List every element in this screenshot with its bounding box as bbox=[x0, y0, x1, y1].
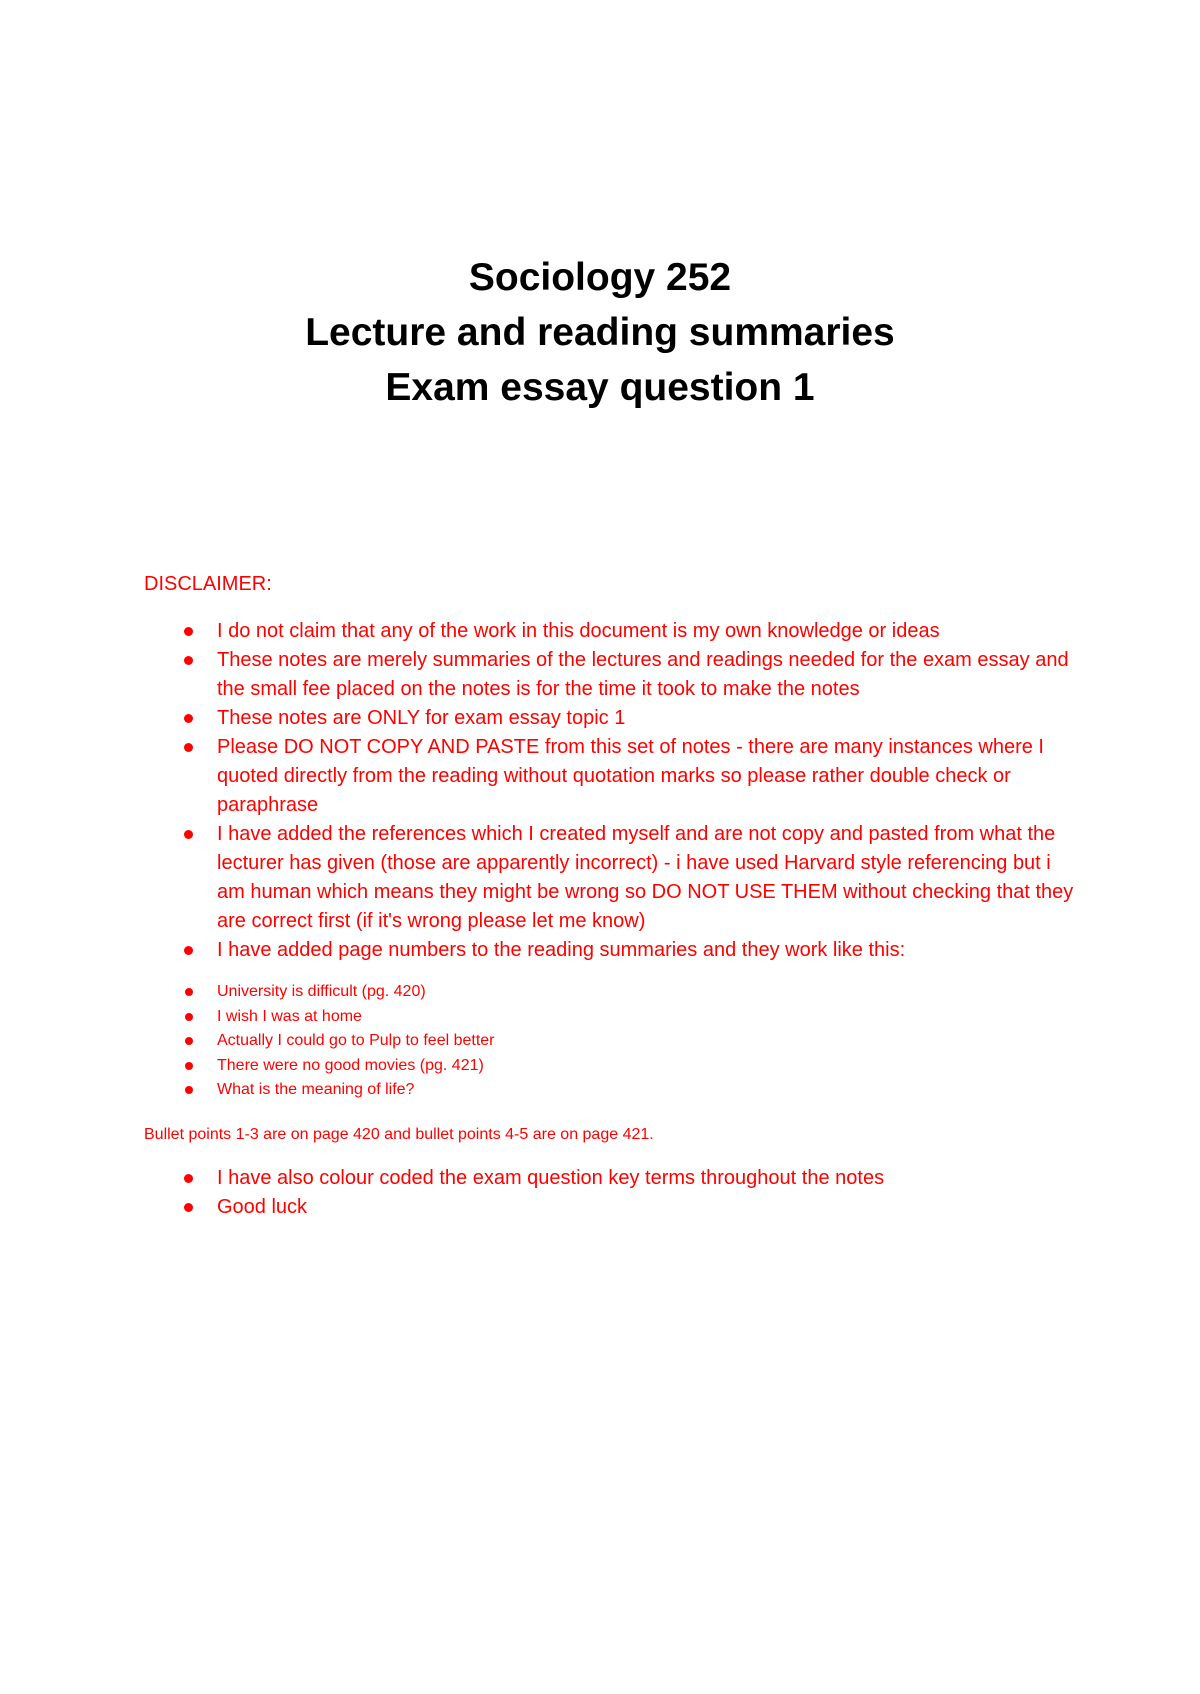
list-item bbox=[144, 1078, 1084, 1103]
disclaimer-label: DISCLAIMER: bbox=[144, 573, 272, 595]
bullet-icon bbox=[184, 830, 193, 839]
bullet-icon bbox=[185, 988, 193, 996]
document-subtitle: Lecture and reading summaries bbox=[305, 311, 895, 354]
list-item-text: I do not claim that any of the work in this document is my own knowledge or ideas bbox=[217, 620, 940, 642]
list-item-text: I have added page numbers to the reading summaries and they work like this: bbox=[217, 939, 906, 961]
list-item-text: Good luck bbox=[217, 1195, 308, 1218]
list-item bbox=[144, 704, 1084, 733]
bullet-icon bbox=[184, 1174, 193, 1183]
list-item bbox=[144, 1029, 1084, 1054]
list-item-text: University is difficult (pg. 420) bbox=[217, 983, 426, 1000]
bullet-icon bbox=[185, 1037, 193, 1045]
bullet-icon bbox=[184, 656, 193, 665]
final-list bbox=[144, 1164, 1084, 1222]
bullet-icon bbox=[185, 1086, 193, 1094]
list-item bbox=[144, 617, 1084, 646]
list-item-text: These notes are ONLY for exam essay topic 1 bbox=[217, 707, 626, 729]
bullet-icon bbox=[184, 627, 193, 636]
bullet-icon bbox=[184, 946, 193, 955]
bullet-icon bbox=[184, 714, 193, 723]
list-item-text: Actually I could go to Pulp to feel better bbox=[217, 1032, 495, 1049]
list-item bbox=[144, 646, 1084, 704]
list-item bbox=[144, 980, 1084, 1005]
list-item bbox=[144, 1005, 1084, 1030]
title-block bbox=[0, 250, 1200, 415]
list-item-text: There were no good movies (pg. 421) bbox=[217, 1056, 484, 1074]
bullet-icon bbox=[185, 1062, 193, 1070]
list-item bbox=[144, 1054, 1084, 1079]
list-item-text: I wish I was at home bbox=[217, 1007, 362, 1025]
list-item bbox=[144, 820, 1084, 936]
list-item bbox=[144, 936, 1084, 965]
bullet-icon bbox=[184, 743, 193, 752]
example-note: Bullet points 1-3 are on page 420 and bullet points 4-5 are on page 421. bbox=[144, 1125, 654, 1143]
disclaimer-section bbox=[144, 569, 1084, 1222]
list-item bbox=[144, 733, 1084, 820]
list-item-text: I have also colour coded the exam question key terms throughout the notes bbox=[217, 1166, 885, 1189]
bullet-icon bbox=[184, 1203, 193, 1212]
example-list bbox=[144, 980, 1084, 1103]
list-item-text: These notes are merely summaries of the lectures and readings needed for the exam essay and the small fee placed on the notes is for the time it took to make the notes bbox=[217, 649, 1069, 700]
list-item bbox=[144, 1193, 1084, 1222]
list-item-text: Please DO NOT COPY AND PASTE from this set of notes - there are many instances where I quoted directly from the reading without quotation marks so please rather double check or paraphrase bbox=[217, 736, 1044, 816]
list-item-text: I have added the references which I created myself and are not copy and pasted from what the lecturer has given (those are apparently incorrect) - i have used Harvard style referencing but i am human which means they might be wrong so DO NOT USE THEM without checking that they are correct first (if it's wrong please let me know) bbox=[217, 823, 1074, 932]
exam-question-title: Exam essay question 1 bbox=[385, 366, 815, 409]
list-item-text: What is the meaning of life? bbox=[217, 1081, 415, 1098]
list-item bbox=[144, 1164, 1084, 1193]
bullet-icon bbox=[185, 1013, 193, 1021]
course-title: Sociology 252 bbox=[468, 256, 732, 299]
disclaimer-list bbox=[144, 617, 1084, 965]
